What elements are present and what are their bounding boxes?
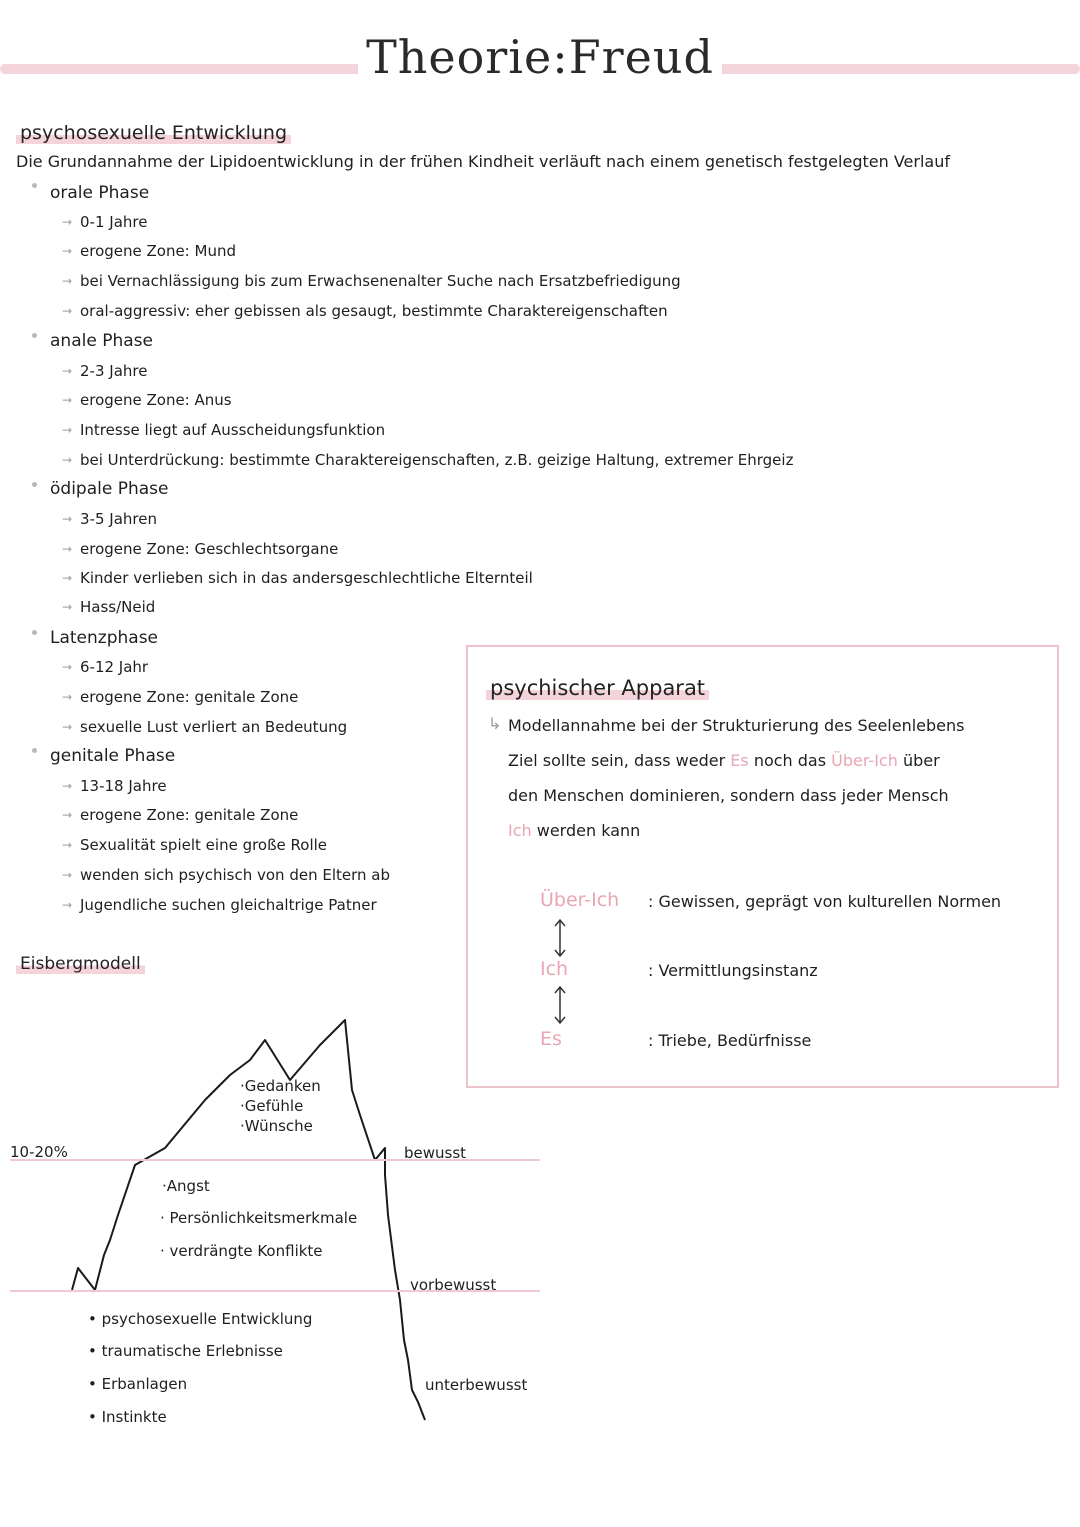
phase-item: erogene Zone: Geschlechtsorgane — [80, 540, 339, 558]
arrow-icon: → — [62, 720, 73, 734]
phase-item: oral-aggressiv: eher gebissen als gesaugt, bestimmte Charaktereigenschaften — [80, 302, 668, 320]
phase-item: 2-3 Jahre — [80, 362, 148, 380]
level-bewusst: bewusst — [404, 1144, 467, 1162]
arrow-icon: → — [62, 690, 73, 704]
arrow-icon: → — [62, 512, 73, 526]
phase-item: Sexualität spielt eine große Rolle — [80, 836, 328, 854]
arrow-icon: → — [62, 808, 73, 822]
instance-ueberich: Über-Ich — [540, 889, 620, 911]
arrow-icon: → — [62, 542, 73, 556]
apparat-heading: psychischer Apparat — [486, 676, 709, 700]
psychosexual-heading: psychosexuelle Entwicklung — [16, 122, 291, 144]
low-item: • Erbanlagen — [88, 1375, 188, 1393]
phase-item: bei Unterdrückung: bestimmte Charaktereigenschaften, z.B. geizige Haltung, extremer Ehrgeiz — [80, 451, 794, 469]
hook-arrow-icon: ↳ — [488, 714, 502, 733]
ich-word: Ich — [508, 821, 532, 840]
low-item: • traumatische Erlebnisse — [88, 1342, 283, 1360]
goal-text: noch das — [753, 751, 827, 770]
phase-oedipal: ödipale Phase — [50, 479, 169, 499]
top-item: ·Gefühle — [240, 1097, 304, 1115]
phase-item: erogene Zone: genitale Zone — [80, 688, 299, 706]
arrow-icon: → — [62, 423, 73, 437]
phase-item: erogene Zone: Anus — [80, 391, 232, 409]
instance-es: Es — [540, 1028, 562, 1050]
phase-item: wenden sich psychisch von den Eltern ab — [80, 866, 391, 884]
ueberich-word: Über-Ich — [831, 751, 898, 770]
level-vorbewusst: vorbewusst — [410, 1276, 497, 1294]
arrow-icon: → — [62, 868, 73, 882]
phase-item: bei Vernachlässigung bis zum Erwachsenenalter Suche nach Ersatzbefriedigung — [80, 272, 681, 290]
phase-item: erogene Zone: genitale Zone — [80, 806, 299, 824]
arrow-icon: → — [62, 304, 73, 318]
arrow-icon: → — [62, 600, 73, 614]
arrow-icon: → — [62, 898, 73, 912]
mid-item: · Persönlichkeitsmerkmale — [160, 1209, 358, 1227]
phase-item: 13-18 Jahre — [80, 777, 167, 795]
page-title: Theorie:Freud — [0, 30, 1080, 84]
goal-text: werden kann — [536, 821, 641, 840]
phase-item: 6-12 Jahr — [80, 658, 149, 676]
phase-latency: Latenzphase — [50, 628, 159, 648]
instance-es-desc: : Triebe, Bedürfnisse — [648, 1031, 812, 1050]
instance-ich: Ich — [540, 958, 569, 980]
phase-item: Kinder verlieben sich in das andersgeschlechtliche Elternteil — [80, 569, 533, 587]
instance-ich-desc: : Vermittlungsinstanz — [648, 961, 818, 980]
low-item: • Instinkte — [88, 1408, 167, 1426]
phase-item: 3-5 Jahren — [80, 510, 157, 528]
mid-item: · verdrängte Konflikte — [160, 1242, 323, 1260]
top-item: ·Wünsche — [240, 1117, 313, 1135]
arrow-icon: → — [62, 215, 73, 229]
phase-item: erogene Zone: Mund — [80, 242, 236, 260]
phase-item: sexuelle Lust verliert an Bedeutung — [80, 718, 348, 736]
phase-oral: orale Phase — [50, 183, 150, 203]
phase-item: 0-1 Jahre — [80, 213, 148, 231]
arrow-icon: → — [62, 244, 73, 258]
arrow-icon: → — [62, 571, 73, 585]
instance-ueberich-desc: : Gewissen, geprägt von kulturellen Normen — [648, 892, 1002, 911]
phase-item: Jugendliche suchen gleichaltrige Patner — [80, 896, 377, 914]
phase-anal: anale Phase — [50, 331, 153, 351]
phase-item: Intresse liegt auf Ausscheidungsfunktion — [80, 421, 386, 439]
top-item: ·Gedanken — [240, 1077, 321, 1095]
eisberg-heading: Eisbergmodell — [16, 954, 145, 974]
low-item: • psychosexuelle Entwicklung — [88, 1310, 313, 1328]
mid-item: ·Angst — [162, 1177, 210, 1195]
arrow-icon: → — [62, 453, 73, 467]
apparat-lead: Modellannahme bei der Strukturierung des Seelenlebens — [508, 716, 965, 735]
arrow-icon: → — [62, 838, 73, 852]
intro-text: Die Grundannahme der Lipidoentwicklung in der frühen Kindheit verläuft nach einem genetisch festgelegten Verlauf — [16, 152, 950, 171]
goal-text: über — [902, 751, 940, 770]
goal-text: Ziel sollte sein, dass weder — [508, 751, 726, 770]
arrow-icon: → — [62, 779, 73, 793]
percent-label: 10-20% — [10, 1143, 68, 1161]
arrow-icon: → — [62, 274, 73, 288]
phase-genital: genitale Phase — [50, 746, 176, 766]
arrow-icon: → — [62, 364, 73, 378]
apparat-goal-line-2: den Menschen dominieren, sondern dass jeder Mensch — [508, 786, 949, 805]
level-unterbewusst: unterbewusst — [425, 1376, 528, 1394]
es-word: Es — [730, 751, 749, 770]
arrow-icon: → — [62, 393, 73, 407]
arrow-icon: → — [62, 660, 73, 674]
phase-item: Hass/Neid — [80, 598, 156, 616]
